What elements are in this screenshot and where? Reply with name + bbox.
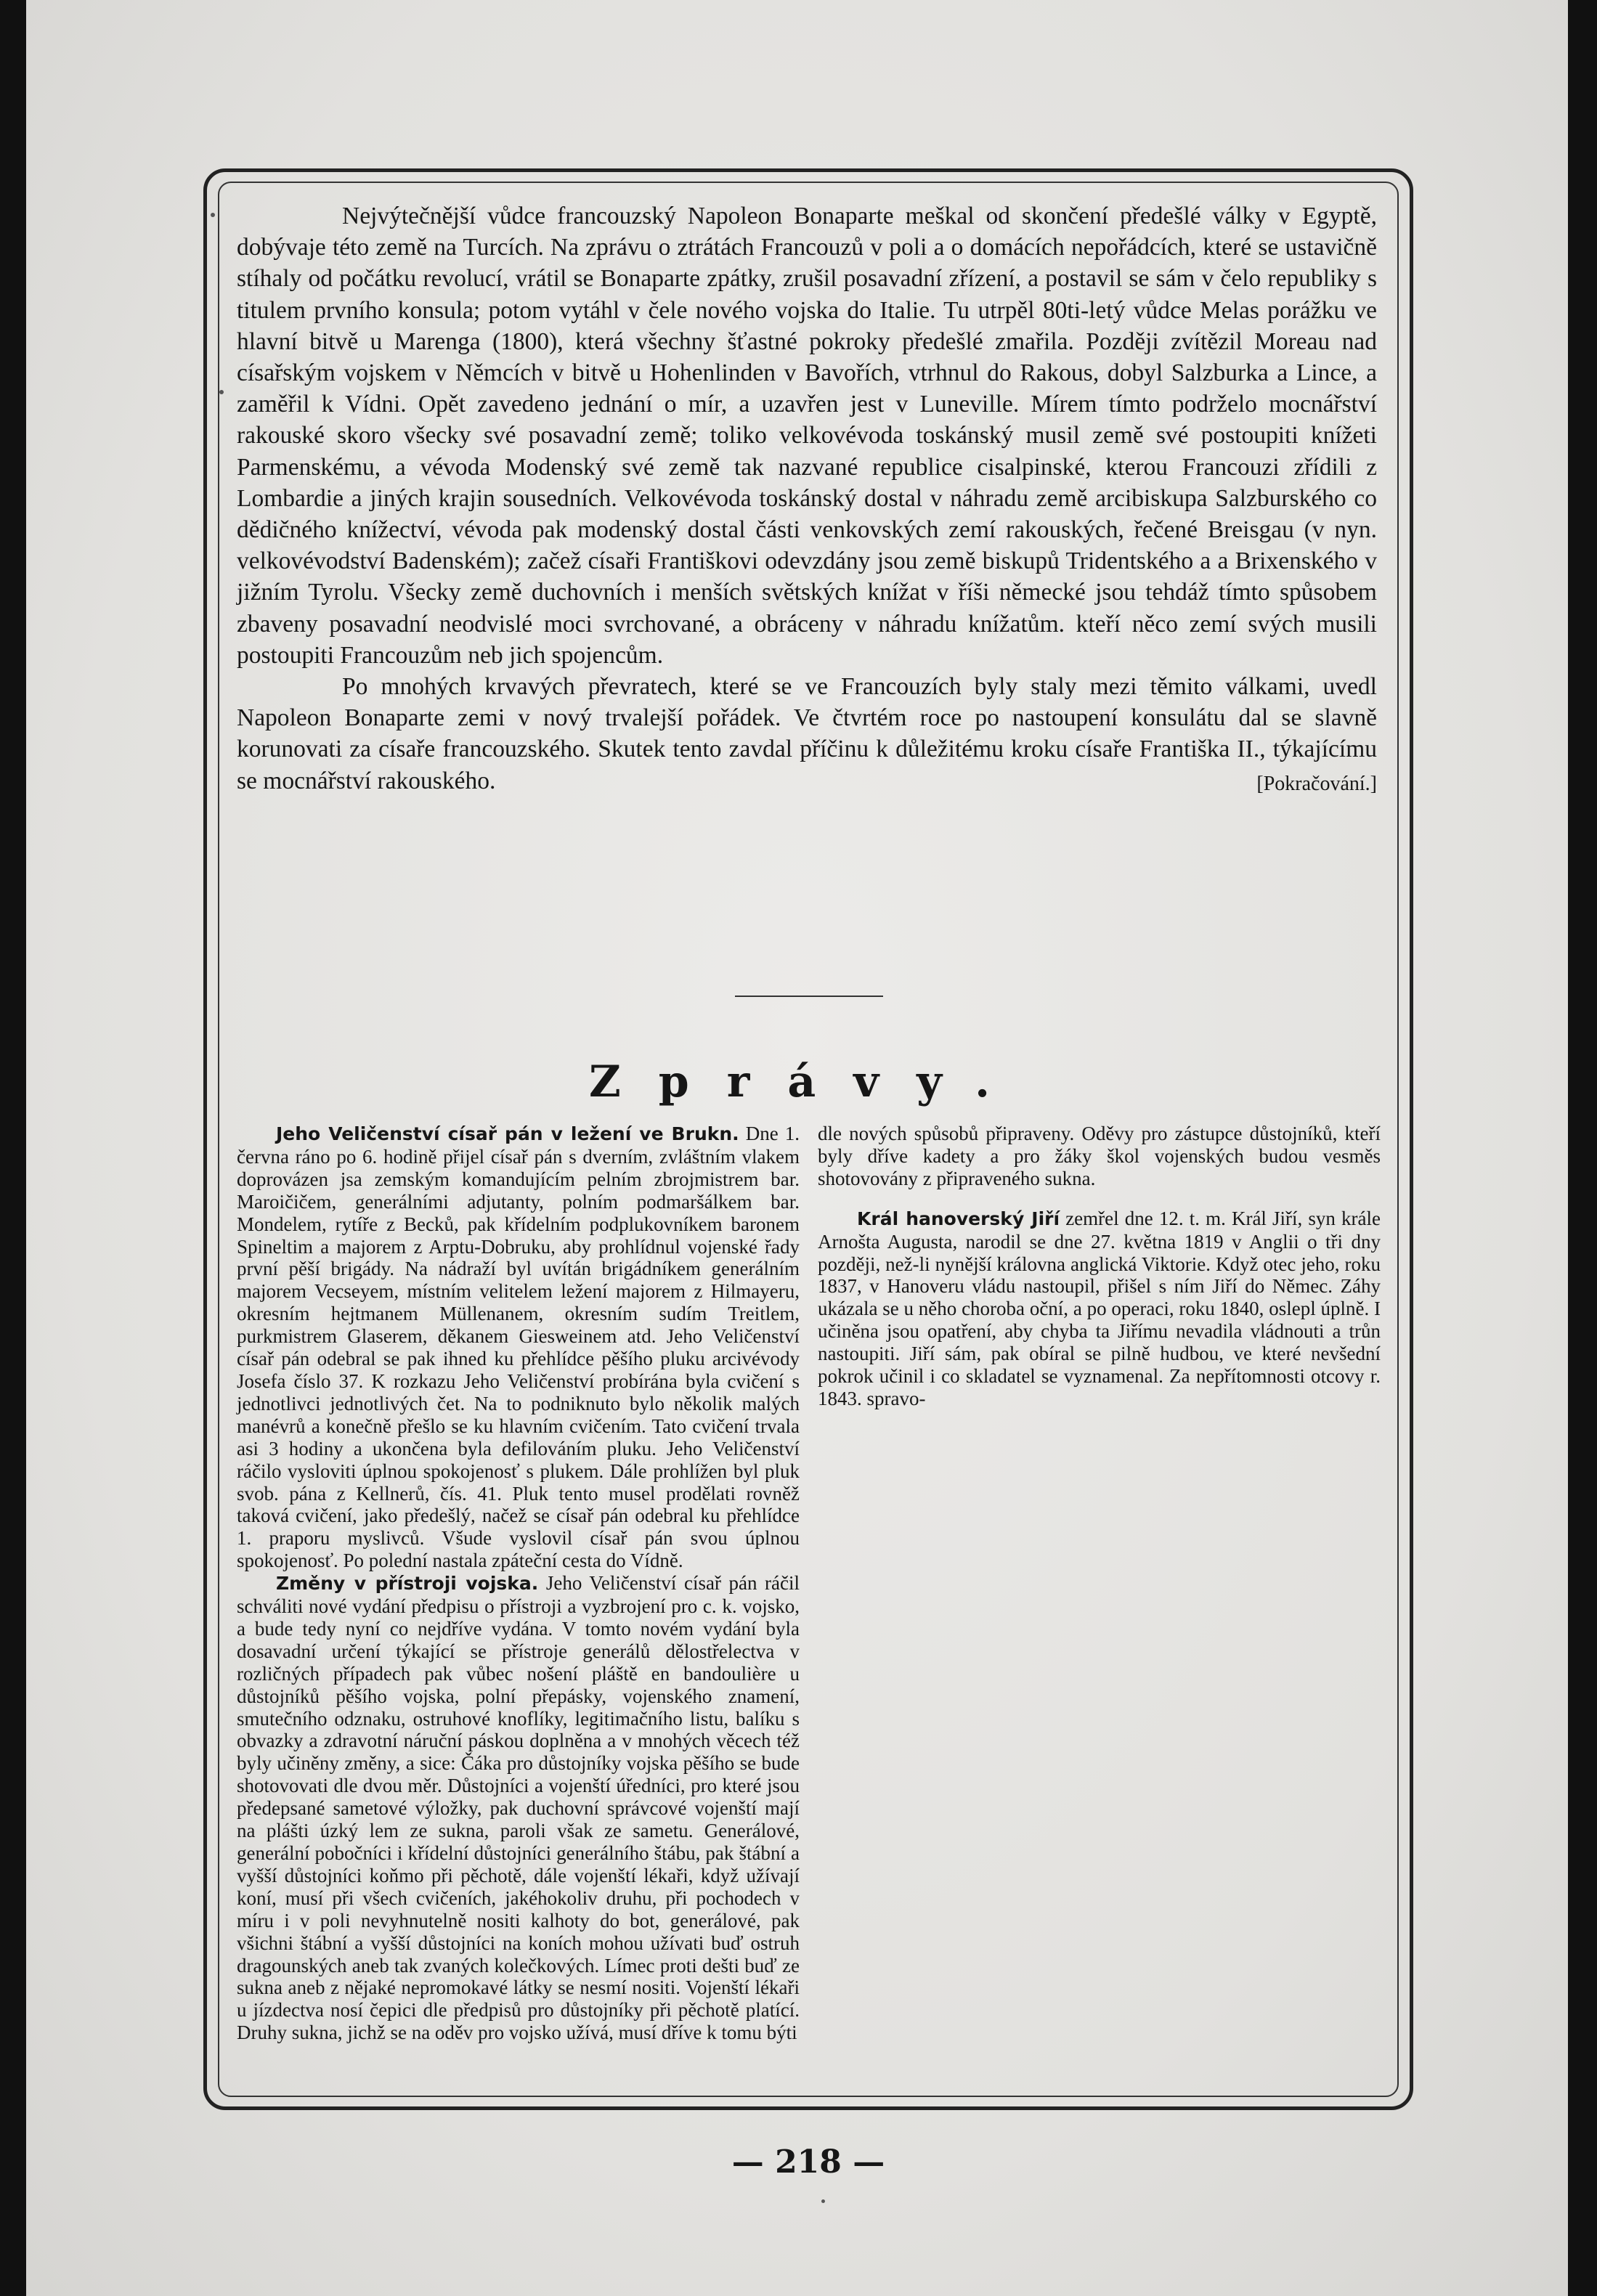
news-heading: Zprávy.	[589, 1057, 1028, 1107]
news-item-king	[818, 1123, 1381, 1190]
scan-edge-left	[0, 0, 26, 2296]
news-item-equipment: Změny v přístroji vojska. Jeho Veličenství císař pán ráčil schváliti nové vydání předpisu o přístroji a vyzbrojení pro c. k. vojsko, a bude tedy nyní co nejdříve vydána. V tomto novém vydání byla dosavadní určení týkající se přístroje generálů dělostřelectva v rozličných případech pak vůbec nošení pláště en bandoulière u důstojníků pěšího vojska, polní přepásky, vojenského znamení, smutečního odznaku, ostruhové knoflíky, legitimačního listu, balíku s obvazky a zdravotní náruční páskou doplněna a v mnohých věcech též byly učiněny změny, a sice: Čáka pro důstojníky vojska pěšího se bude shotovovati dle dvou měr. Důstojníci a vojenští úředníci, pro které jsou předepsané sametové výložky, pak duchovní správcové vojenští mají na plášti úzký lem ze sukna, paroli však ze sametu. Generálové, generální pobočníci i křídelní důstojníci generálního štábu, pak štábní a vyšší důstojníci koňmo při pěchotě, dále vojenští lékaři, když užívají koní, musí při všech cvičeních, jakéhokoliv druhu, při pochodech v míru i v poli nevyhnutelně nositi kalhoty do bot, generálové, pak všichni štábní a vyšší důstojníci na koních mohou užívati buď ostruh dragounských aneb tak zvaných kolečkových. Límec proti dešti buď ze sukna aneb z nějaké nepromokavé látky se nesmí nositi. Vojenští lékaři u jízdectva nosí čepici dle předpisů pro důstojníky při pěchotě platící. Druhy sukna, jichž se na oděv pro vojsko užívá, musí dříve k tomu býti	[237, 1572, 800, 2044]
news-item-equipment-continued: dle nových spůsobů připraveny. Oděvy pro zástupce důstojníků, kteří byly dříve kadety a pro žáky škol vojenských budou vesměs shotovovány z připraveného sukna.	[818, 1123, 1381, 1189]
history-text	[237, 200, 1377, 799]
speck	[821, 2199, 825, 2203]
history-paragraph-2: Po mnohých krvavých převratech, které se ve Francouzích byly staly mezi těmito válkami, uvedl Napoleon Bonaparte zemi v nový trvalejší pořádek. Ve čtvrtém roce po nastoupení konsulátu dal se slavně korunovati za císaře francouzského. Skutek tento zavdal příčinu k důležitému kroku císaře Františka II., týkajícímu se mocnářství rakouského. [Pokračování.]	[237, 671, 1377, 797]
page-number: — 218 —	[731, 2144, 885, 2181]
news-item-emperor: Jeho Veličenství císař pán v ležení ve Brukn. Dne 1. června ráno po 6. hodině přijel císař pán s dverním, zvláštním vlakem doprovázen jsa zemským komandujícím pelním zbrojmistrem bar. Maroičičem, generálními adjutanty, polním podmaršálkem bar. Mondelem, rytíře z Becků, pak křídelním podplukovníkem baronem Spineltim a majorem z Arptu-Dobruku, aby prohlídnul vojenské řady první pěší brigády. Na nádraží byl uvítán brigádníkem generálním majorem Vecseyem, místním velitelem ležení majorem z Hilmayeru, okresním hejtmanem Müllenanem, okresním sudím Treitlem, purkmistrem Glaserem, děkanem Giesweinem atd. Jeho Veličenství císař pán odebral se pak ihned ku přehlídce pěšího pluku arcivévody Josefa číslo 37. K rozkazu Jeho Veličenství probírána byla cvičení s jednotlivci jednotlivých čet. Na to podniknuto bylo několik malých manévrů a konečně přešlo se ku hlavním cvičením. Tato cvičení trvala asi 3 hodiny a ukončena byla defilováním pluku. Jeho Veličenství ráčilo vysloviti úplnou spokojenosť s plukem. Dále prohlížen byl pluk svob. pána z Kellnerů, čís. 41. Pluk tento musel prodělati rovněž taková cvičení, jako předešlý, načež se císař pán odebral ku přehlídce 1. praporu myslivců. Všude vyslovil císař pán svou úplnou spokojenosť. Po polední nastala zpáteční cesta do Vídně.	[237, 1123, 800, 1572]
news-item-king-article: Král hanoverský Jiří zemřel dne 12. t. m. Král Jiří, syn krále Arnošta Augusta, narodil se dne 27. května 1819 v Anglii o tři dny později, než-li nynější královna anglická Viktorie. Když otec jeho, roku 1837, v Hanoveru vládu nastoupil, přišel s ním Jiří do Němec. Záhy ukázala se u něho choroba oční, a po operaci, roku 1840, oslepl úplně. I učiněna jsou opatření, aby chyba ta Jiřímu nevadila vládnouti a trůn nastoupiti. Jiří sám, pak obíral se pilně hudbou, ve které nevšední pokrok učinil i co skladatel se vyznamenal. Za nepřítomnosti otcovy r. 1843. spravo-	[818, 1207, 1381, 1409]
news-column-right	[818, 1123, 1381, 1410]
news-item-emperor-title: Jeho Veličenství císař pán v ležení ve Brukn.	[276, 1123, 739, 1144]
continued-note: [Pokračování.]	[1256, 772, 1377, 795]
speck	[211, 213, 215, 217]
speck	[219, 390, 224, 394]
scan-edge-right	[1568, 0, 1597, 2296]
news-column-left	[237, 1123, 800, 2044]
news-item-equipment-title: Změny v přístroji vojska.	[276, 1573, 539, 1595]
section-divider	[735, 996, 883, 997]
history-paragraph-1: Nejvýtečnější vůdce francouzský Napoleon Bonaparte meškal od skončení předešlé války v Egyptě, dobývaje této země na Turcích. Na zprávu o ztrátách Francouzů v poli a o domácích nepořádcích, které se ustavičně stíhaly od počátku revolucí, vrátil se Bonaparte zpátky, zrušil posavadní zřízení, a postavil se sám v čelo republiky s titulem prvního konsula; potom vytáhl v čele nového vojska do Italie. Tu utrpěl 80ti-letý vůdce Melas porážku ve hlavní bitvě u Marenga (1800), která všechny šťastné pokroky předešlé zmařila. Později zvítězil Moreau nad císařským vojskem v Němcích v bitvě u Hohenlinden v Bavořích, vtrhnul do Rakous, dobyl Salzburka a Lince, a zaměřil k Vídni. Opět zavedeno jednání o mír, a uzavřen jest v Luneville. Mírem tímto podrželo mocnářství rakouské skoro všecky své posavadní země; toliko velkovévoda toskánský musil země své postoupiti knížeti Parmenskému, a vévoda Modenský své země tak nazvané republice cisalpinské, kterou Francouzi zřídili z Lombardie a jiných krajin sousedních. Velkovévoda toskánský dostal v náhradu země arcibiskupa Salzburského co dědičného knížectví, vévoda pak modenský dostal části venkovských zemí rakouských, řečené Breisgau (v nyn. velkovévodství Badenském); začež císaři Františkovi odevzdány jsou země biskupů Tridentského a a Brixenského v jižním Tyrolu. Všecky země duchovních i menších světských knížat v říši německé jsou tehdáž tímto spůsobem zbaveny posavadní neodvislé moci svrchované, a obráceny v náhradu knížatům. kteří něco zemí svých musili postoupiti Francouzům neb jich spojencům.	[237, 203, 1377, 669]
news-item-king-title: Král hanoverský Jiří	[857, 1208, 1060, 1229]
